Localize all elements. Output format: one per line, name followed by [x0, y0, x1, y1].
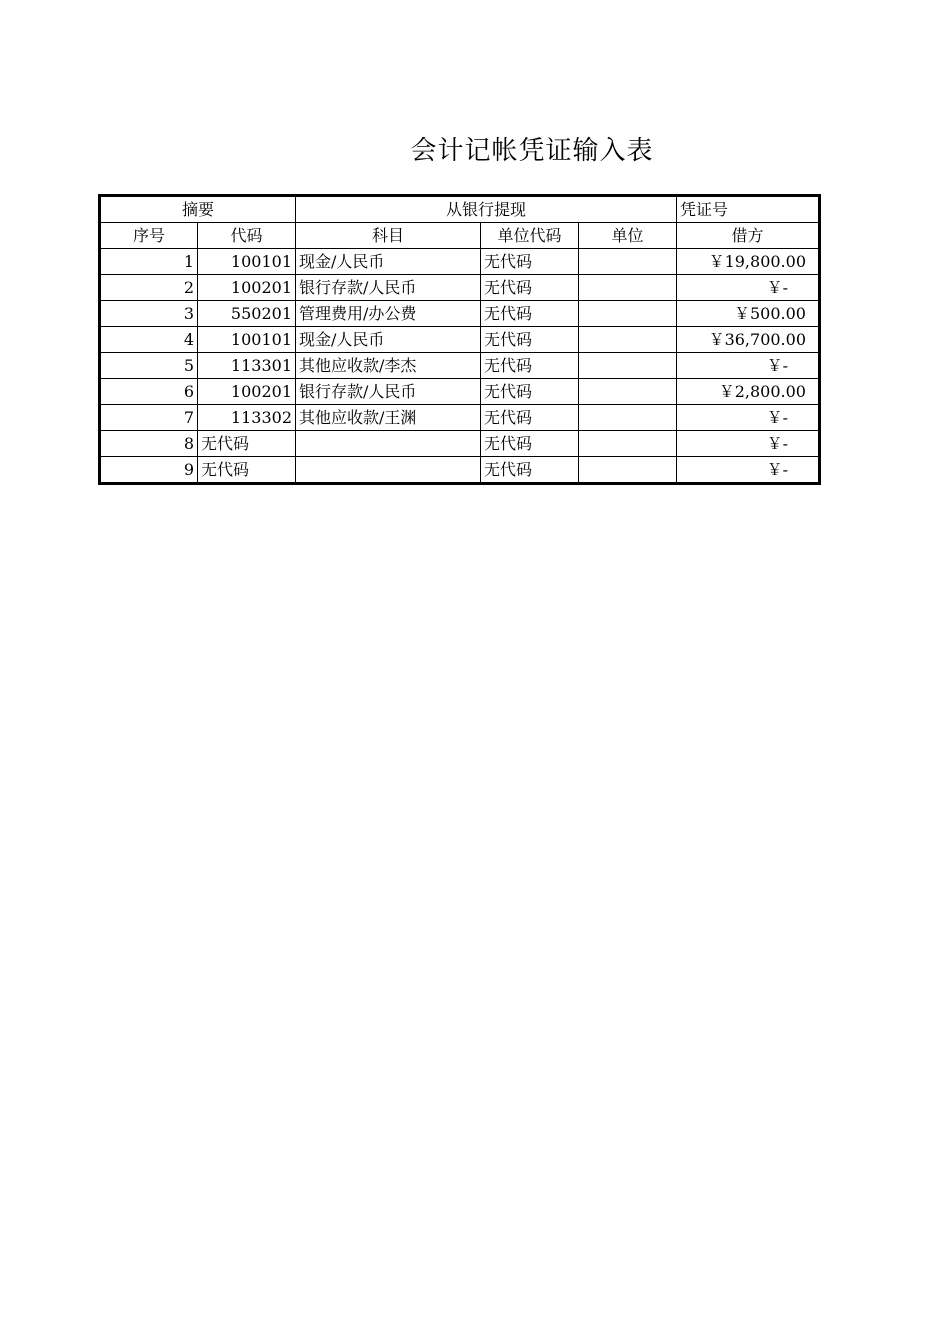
- cell-unit[interactable]: [579, 249, 677, 275]
- cell-debit[interactable]: ￥2,800.00: [677, 379, 820, 405]
- cell-seq[interactable]: 2: [100, 275, 198, 301]
- cell-code[interactable]: 无代码: [198, 431, 296, 457]
- cell-debit[interactable]: ￥-: [677, 405, 820, 431]
- summary-value[interactable]: 从银行提现: [296, 196, 677, 223]
- cell-debit[interactable]: ￥-: [677, 431, 820, 457]
- cell-unit-code[interactable]: 无代码: [481, 457, 579, 484]
- cell-unit-code[interactable]: 无代码: [481, 327, 579, 353]
- table-row: [100, 301, 820, 327]
- cell-debit[interactable]: ￥-: [677, 457, 820, 484]
- cell-seq[interactable]: 5: [100, 353, 198, 379]
- table-row: [100, 457, 820, 484]
- cell-debit[interactable]: ￥-: [677, 353, 820, 379]
- cell-seq[interactable]: 6: [100, 379, 198, 405]
- cell-unit-code[interactable]: 无代码: [481, 275, 579, 301]
- table-row: [100, 431, 820, 457]
- column-header-code: 代码: [198, 223, 296, 249]
- cell-code[interactable]: 100101: [198, 327, 296, 353]
- cell-unit[interactable]: [579, 353, 677, 379]
- cell-code[interactable]: 100201: [198, 379, 296, 405]
- cell-seq[interactable]: 9: [100, 457, 198, 484]
- cell-unit-code[interactable]: 无代码: [481, 405, 579, 431]
- cell-code[interactable]: 100101: [198, 249, 296, 275]
- table-row: [100, 353, 820, 379]
- cell-code[interactable]: 100201: [198, 275, 296, 301]
- cell-unit-code[interactable]: 无代码: [481, 353, 579, 379]
- cell-unit[interactable]: [579, 301, 677, 327]
- cell-unit[interactable]: [579, 457, 677, 484]
- table-row: [100, 327, 820, 353]
- cell-debit[interactable]: ￥19,800.00: [677, 249, 820, 275]
- cell-seq[interactable]: 1: [100, 249, 198, 275]
- cell-unit[interactable]: [579, 405, 677, 431]
- cell-account[interactable]: 银行存款/人民币: [296, 379, 481, 405]
- page-title: 会计记帐凭证输入表: [410, 136, 654, 166]
- cell-unit[interactable]: [579, 275, 677, 301]
- cell-unit[interactable]: [579, 379, 677, 405]
- cell-unit[interactable]: [579, 431, 677, 457]
- cell-account[interactable]: 其他应收款/王渊: [296, 405, 481, 431]
- voucher-no-label[interactable]: 凭证号: [677, 196, 820, 223]
- summary-label: 摘要: [100, 196, 296, 223]
- column-header-account: 科目: [296, 223, 481, 249]
- voucher-table: [98, 194, 821, 485]
- table-row: [100, 379, 820, 405]
- cell-seq[interactable]: 4: [100, 327, 198, 353]
- cell-account[interactable]: [296, 457, 481, 484]
- cell-debit[interactable]: ￥-: [677, 275, 820, 301]
- cell-unit-code[interactable]: 无代码: [481, 379, 579, 405]
- column-header-debit: 借方: [677, 223, 820, 249]
- cell-code[interactable]: 550201: [198, 301, 296, 327]
- cell-code[interactable]: 113301: [198, 353, 296, 379]
- table-row: [100, 249, 820, 275]
- header-row-columns: [100, 223, 820, 249]
- cell-code[interactable]: 无代码: [198, 457, 296, 484]
- column-header-seq: 序号: [100, 223, 198, 249]
- cell-account[interactable]: [296, 431, 481, 457]
- table-row: [100, 275, 820, 301]
- cell-account[interactable]: 现金/人民币: [296, 327, 481, 353]
- cell-unit-code[interactable]: 无代码: [481, 249, 579, 275]
- cell-account[interactable]: 现金/人民币: [296, 249, 481, 275]
- cell-seq[interactable]: 8: [100, 431, 198, 457]
- cell-code[interactable]: 113302: [198, 405, 296, 431]
- cell-debit[interactable]: ￥500.00: [677, 301, 820, 327]
- cell-debit[interactable]: ￥36,700.00: [677, 327, 820, 353]
- column-header-unit: 单位: [579, 223, 677, 249]
- cell-account[interactable]: 其他应收款/李杰: [296, 353, 481, 379]
- cell-unit-code[interactable]: 无代码: [481, 431, 579, 457]
- cell-seq[interactable]: 3: [100, 301, 198, 327]
- header-row-summary: [100, 196, 820, 223]
- cell-seq[interactable]: 7: [100, 405, 198, 431]
- cell-account[interactable]: 银行存款/人民币: [296, 275, 481, 301]
- cell-unit-code[interactable]: 无代码: [481, 301, 579, 327]
- table-row: [100, 405, 820, 431]
- cell-account[interactable]: 管理费用/办公费: [296, 301, 481, 327]
- cell-unit[interactable]: [579, 327, 677, 353]
- column-header-unit-code: 单位代码: [481, 223, 579, 249]
